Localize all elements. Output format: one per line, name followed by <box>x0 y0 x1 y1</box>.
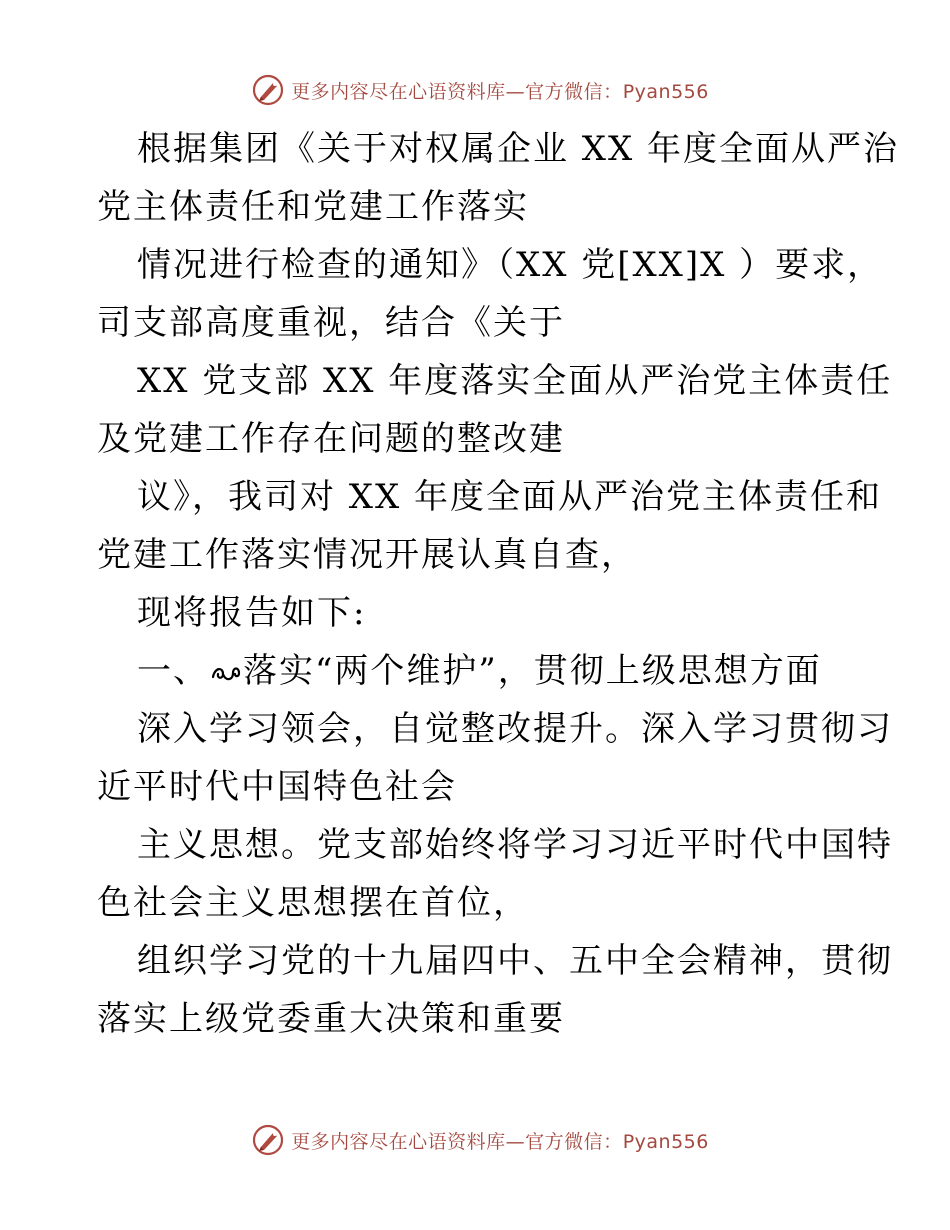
watermark-separator: — <box>505 80 526 103</box>
section-heading <box>97 642 867 700</box>
text-line: 近平时代中国特色社会 <box>97 767 457 807</box>
text-line: 司支部高度重视，结合《关于 <box>97 303 565 343</box>
footer-watermark <box>0 1120 950 1160</box>
watermark-wechat-label: 官方微信： <box>525 80 623 103</box>
text-line: XX 党支部 XX 年度落实全面从严治党主体责任 <box>137 361 893 401</box>
text-line: 组织学习党的十九届四中、五中全会精神，贯彻 <box>137 941 893 981</box>
watermark-group <box>251 1123 709 1157</box>
watermark-group <box>251 73 709 107</box>
watermark-main-text: 更多内容尽在心语资料库 <box>291 80 506 103</box>
text-line: 及党建工作存在问题的整改建 <box>97 419 565 459</box>
header-watermark <box>0 70 950 110</box>
text-line: 情况进行检查的通知》（XX 党[XX]X ）要求， <box>137 245 884 285</box>
watermark-separator: — <box>505 1130 526 1153</box>
watermark-text <box>291 77 709 104</box>
document-body <box>97 120 900 1048</box>
text-line: 党主体责任和党建工作落实 <box>97 187 529 227</box>
text-line: 党建工作落实情况开展认真自查， <box>97 535 637 575</box>
text-line: 主义思想。党支部始终将学习习近平时代中国特 <box>137 825 893 865</box>
watermark-wechat-label: 官方微信： <box>525 1130 623 1153</box>
text-line: 色社会主义思想摆在首位， <box>97 883 529 923</box>
text-line: 落实上级党委重大决策和重要 <box>97 999 565 1039</box>
section-title: 落实“两个维护”，贯彻上级思想方面 <box>243 651 822 691</box>
watermark-text <box>291 1127 709 1154</box>
pen-logo-icon <box>251 1123 285 1157</box>
watermark-wechat-id: Pyan556 <box>622 1130 709 1153</box>
text-line: 根据集团《关于对权属企业 XX 年度全面从严治 <box>137 129 900 169</box>
section-number: 一、 <box>137 651 209 691</box>
flourish-icon <box>211 661 241 685</box>
text-line: 议》，我司对 XX 年度全面从严治党主体责任和 <box>137 477 883 517</box>
pen-logo-icon <box>251 73 285 107</box>
watermark-wechat-id: Pyan556 <box>622 80 709 103</box>
text-line: 深入学习领会，自觉整改提升。深入学习贯彻习 <box>137 709 893 749</box>
watermark-main-text: 更多内容尽在心语资料库 <box>291 1130 506 1153</box>
text-line: 现将报告如下: <box>137 593 367 633</box>
